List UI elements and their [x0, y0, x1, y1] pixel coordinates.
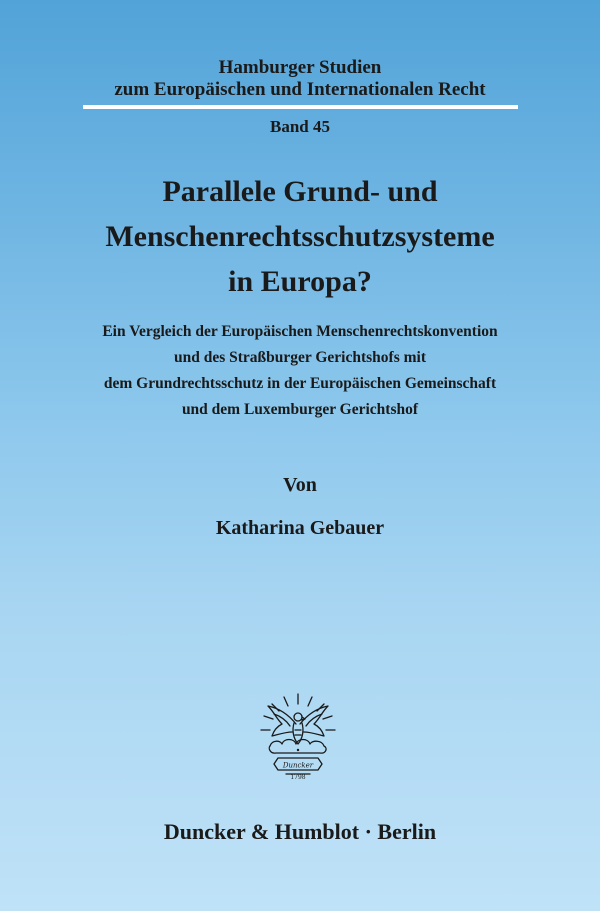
subtitle-line-3: dem Grundrechtsschutz in der Europäischen Gemeinschaft [103, 375, 497, 392]
subtitle-line-1: Ein Vergleich der Europäischen Menschenrechtskonvention [102, 323, 498, 340]
subtitle-line-4: und dem Luxemburger Gerichtshof [181, 401, 419, 418]
series-title-line-2: zum Europäischen und Internationalen Recht [114, 79, 486, 100]
series-title-line-1: Hamburger Studien [218, 57, 382, 78]
subtitle-line-2: und des Straßburger Gerichtshofs mit [173, 349, 427, 366]
book-title-line-1: Parallele Grund- und [162, 175, 438, 208]
volume-number: Band 45 [270, 117, 330, 136]
series-divider [83, 105, 518, 109]
by-label: Von [283, 474, 317, 496]
publisher-name: Duncker & Humblot · Berlin [163, 819, 437, 844]
book-title-line-3: in Europa? [228, 265, 372, 298]
author-name: Katharina Gebauer [215, 517, 385, 539]
eagle-publisher-emblem-icon [258, 690, 338, 780]
svg-text:Duncker: Duncker [282, 761, 314, 770]
svg-text:1798: 1798 [290, 774, 306, 780]
book-title-line-2: Menschenrechtsschutzsysteme [105, 220, 495, 253]
